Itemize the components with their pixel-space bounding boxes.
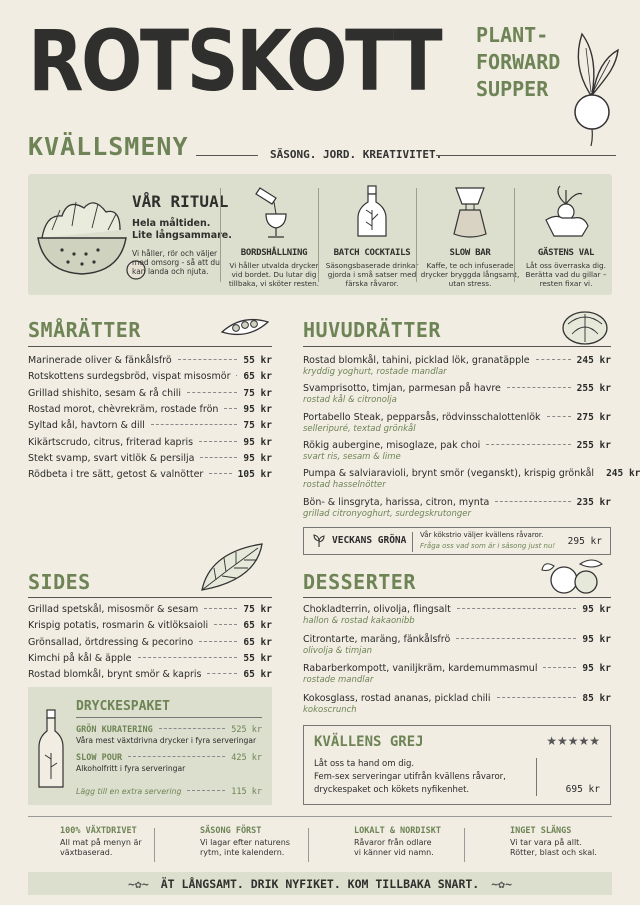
menu-item — [28, 669, 272, 680]
bottom-banner — [28, 872, 612, 895]
footer-feature — [28, 826, 168, 864]
drink-package — [76, 753, 262, 763]
menu-item-name: Rotskottens surdegsbröd, vispat misosmör — [28, 371, 231, 383]
menu-item — [303, 693, 611, 704]
menu-item — [28, 469, 272, 480]
footer-feature-text — [60, 826, 142, 858]
divider — [412, 532, 413, 552]
footer-feature-text — [510, 826, 597, 858]
footer-feature — [168, 826, 308, 864]
menu-item-name: Kimchi på kål & äpple — [28, 652, 132, 664]
ritual-col-slowbar — [420, 184, 520, 289]
menu-item — [303, 440, 611, 451]
grej-price: 695 kr — [565, 784, 600, 795]
citrus-icon — [540, 556, 612, 596]
ritual-col-text: Säsongsbaserade drinkar gjorda i små satser med färska råvaror. — [325, 261, 419, 289]
divider — [28, 816, 612, 817]
menu-item — [303, 383, 611, 394]
leader-dots — [159, 728, 226, 729]
section-title-desserter: DESSERTER — [303, 570, 416, 594]
footer-feature-text — [200, 826, 290, 858]
divider — [154, 828, 155, 862]
section-title-smaratter: SMÅRÄTTER — [28, 318, 141, 342]
menu-item-price: 65 kr — [243, 371, 272, 383]
divider — [28, 346, 272, 347]
ritual-col-title: BORDSHÅLLNING — [240, 248, 308, 258]
footer-feature-desc — [510, 838, 597, 858]
footer-feature-line: Vi tar vara på allt. — [510, 838, 582, 847]
menu-item-name: Rostad blomkål, brynt smör & kapris — [28, 669, 202, 681]
leader-dots — [187, 392, 237, 393]
menu-item — [28, 355, 272, 366]
footer-feature-title: 100% VÄXTDRIVET — [60, 826, 137, 836]
kale-leaf-icon — [196, 540, 272, 596]
menu-item — [28, 388, 272, 399]
footer-feature-title: LOKALT & NORDISKT — [354, 826, 441, 836]
menu-item-price: 85 kr — [582, 692, 611, 704]
drink-package-price: 525 kr — [231, 725, 262, 735]
divider — [220, 188, 221, 282]
menu-item — [303, 497, 611, 508]
menu-item-name: Krispig potatis, rosmarin & vitlöksaioli — [28, 620, 209, 632]
footer-feature-line: vi känner vid namn. — [354, 848, 434, 857]
kvallens-grej-box — [303, 725, 611, 805]
leader-dots — [138, 657, 238, 658]
menu-item-sub: olivolja & timjan — [303, 645, 373, 656]
menu-item-name: Rostad blomkål, tahini, picklad lök, granatäpple — [303, 355, 530, 366]
grej-line: dryckespaket och kökets nyfikenhet. — [314, 785, 470, 795]
section-title-huvudratter: HUVUDRÄTTER — [303, 318, 441, 342]
divider — [436, 155, 616, 156]
footer-feature-line: Vi lagar efter naturens — [200, 838, 290, 847]
menu-item-price: 255 kr — [576, 383, 611, 395]
ritual-col-batch — [322, 184, 422, 289]
menu-item — [28, 653, 272, 664]
star-rating-icon: ★★★★★ — [546, 734, 600, 748]
menu-item-sub: selleripuré, textad grönkål — [303, 423, 416, 434]
section-title-sides: SIDES — [28, 570, 91, 594]
menu-item-name: Portabello Steak, pepparsås, rödvinsschalottenlök — [303, 411, 541, 423]
menu-item-sub: kryddig yoghurt, rostade mandlar — [303, 367, 447, 377]
divider — [196, 155, 258, 156]
drink-extra-price: 115 kr — [231, 787, 262, 797]
menu-item-name: Rökig aubergine, misoglaze, pak choi — [303, 439, 481, 451]
menu-item — [303, 355, 611, 366]
divider — [464, 828, 465, 862]
menu-item-sub: rostad hasselnötter — [303, 480, 386, 491]
drink-package-desc: Våra mest växtdrivna drycker i fyra serveringar — [76, 736, 257, 745]
menu-item — [303, 634, 611, 645]
footer-feature-title: INGET SLÄNGS — [510, 826, 572, 836]
menu-item-price: 75 kr — [243, 604, 272, 615]
leader-dots — [209, 473, 231, 474]
menu-item — [303, 468, 640, 480]
sprig-icon: ~✿~ — [127, 876, 149, 891]
leader-dots — [200, 457, 237, 458]
menu-item — [303, 604, 611, 615]
sprig-icon: ~✿~ — [491, 876, 513, 891]
menu-item-price: 255 kr — [576, 439, 611, 451]
leader-dots — [151, 424, 238, 425]
pea-pod-icon — [218, 310, 272, 344]
menu-item — [28, 637, 272, 648]
menu-item-price: 275 kr — [576, 411, 611, 423]
grej-line: Fem-sex serveringar utifrån kvällens råvaror, — [314, 772, 506, 782]
menu-item — [28, 371, 272, 382]
menu-item-name: Marinerade oliver & fänkålsfrö — [28, 355, 172, 366]
coffee-maker-icon — [442, 184, 498, 240]
menu-item-price: 65 kr — [243, 636, 272, 648]
tagline — [476, 22, 560, 103]
grej-title: KVÄLLENS GREJ — [314, 734, 424, 750]
divider — [514, 188, 515, 282]
menu-item-price: 65 kr — [243, 669, 272, 681]
dryckespaket-title: DRYCKESPAKET — [76, 699, 170, 714]
ritual-col-gastens-val — [516, 184, 616, 289]
beet-icon — [560, 28, 624, 146]
drink-package-name: SLOW POUR — [76, 753, 123, 763]
tagline-line: PLANT- — [476, 23, 549, 47]
veckans-sub: Fråga oss vad som är i säsong just nu! — [420, 542, 556, 550]
divider — [76, 717, 262, 718]
tagline-line: FORWARD — [476, 50, 561, 74]
footer-feature-line: rytm, inte kalendern. — [200, 848, 285, 857]
menu-item-name: Chokladterrin, olivolja, flingsalt — [303, 604, 451, 615]
ritual-body: Vi håller, rör och väljer med omsorg - så att du kan landa och njuta. — [132, 249, 220, 276]
menu-item — [28, 453, 272, 464]
ritual-subtitle-line: Hela måltiden. — [132, 218, 211, 229]
menu-item-name: Grönsallad, örtdressing & pecorino — [28, 636, 194, 648]
menu-item-sub: grillad citronyoghurt, surdegskrutonger — [303, 508, 471, 519]
menu-item — [28, 404, 272, 415]
bottle-icon — [344, 184, 400, 240]
drink-package — [76, 725, 262, 735]
menu-item-price: 95 kr — [243, 436, 272, 448]
drink-package-price: 425 kr — [231, 753, 262, 763]
divider — [28, 597, 272, 598]
leader-dots — [457, 608, 577, 609]
menu-item-price: 245 kr — [576, 355, 611, 366]
leader-dots — [207, 673, 237, 674]
menu-item-price: 245 kr — [606, 468, 640, 480]
leader-dots — [214, 624, 237, 625]
menu-item — [28, 620, 272, 631]
leader-dots — [236, 375, 237, 376]
leader-dots — [199, 441, 237, 442]
footer-feature-title: SÄSONG FÖRST — [200, 826, 262, 836]
hand-radish-icon — [538, 184, 594, 240]
menu-item-sub: rostad kål & citronolja — [303, 395, 397, 406]
menu-item — [303, 663, 611, 674]
footer-feature-line: växtbaserad. — [60, 848, 113, 857]
leader-dots — [224, 408, 237, 409]
ritual-col-text: Kaffe, te och infuserade drycker bryggda långsamt, utan stress. — [420, 261, 520, 289]
menu-item-price: 55 kr — [243, 652, 272, 664]
menu-item-price: 95 kr — [582, 633, 611, 645]
footer-feature — [478, 826, 618, 864]
ritual-col-title: SLOW BAR — [449, 248, 491, 258]
menu-subtitle: KVÄLLSMENY — [28, 132, 189, 161]
leader-dots — [536, 359, 571, 360]
menu-item — [28, 604, 272, 615]
menu-item-price: 95 kr — [243, 403, 272, 415]
menu-item-price: 105 kr — [237, 469, 272, 481]
veckans-text: Vår kökstrio väljer kvällens råvaror. — [420, 531, 544, 539]
menu-item-name: Svamprisotto, timjan, parmesan på havre — [303, 383, 501, 395]
menu-item-price: 95 kr — [582, 663, 611, 674]
menu-item-price: 235 kr — [576, 496, 611, 508]
menu-item — [28, 420, 272, 431]
menu-item — [303, 412, 611, 423]
menu-item-name: Rödbeta i tre sätt, getost & valnötter — [28, 469, 204, 481]
menu-item-sub: kokoscrunch — [303, 704, 357, 715]
menu-item-price: 95 kr — [243, 452, 272, 464]
menu-item — [28, 437, 272, 448]
menu-item-price: 65 kr — [243, 620, 272, 632]
brand-title: ROTSKOTT — [28, 12, 441, 110]
menu-item-name: Kikärtscrudo, citrus, friterad kapris — [28, 436, 194, 448]
menu-item-price: 55 kr — [243, 355, 272, 366]
divider — [318, 188, 319, 282]
leader-dots — [178, 359, 238, 360]
divider — [308, 828, 309, 862]
leader-dots — [547, 416, 571, 417]
dryckespaket-box — [28, 687, 272, 805]
menu-item-name: Stekt svamp, svart vitlök & persilja — [28, 452, 195, 464]
leader-dots — [128, 756, 225, 757]
ritual-band — [28, 174, 612, 295]
ritual-subtitle — [132, 218, 232, 242]
footer-feature-desc — [354, 838, 441, 858]
grej-text — [314, 758, 506, 797]
menu-item-name: Syltad kål, havtorn & dill — [28, 420, 145, 432]
veckans-price: 295 kr — [567, 536, 602, 547]
ritual-col-title: GÄSTENS VAL — [537, 248, 595, 258]
menu-item-name: Kokosglass, rostad ananas, picklad chili — [303, 692, 491, 704]
menu-item-name: Citrontarte, maräng, fänkålsfrö — [303, 633, 451, 645]
menu-item-name: Pumpa & salviaravioli, brynt smör (veganskt), krispig grönkål — [303, 468, 595, 480]
menu-item-sub: rostade mandlar — [303, 675, 374, 685]
ritual-col-text: Låt oss överraska dig. Berätta vad du gillar – resten fixar vi. — [525, 261, 607, 289]
bottom-banner-text: ÄT LÅNGSAMT. DRIK NYFIKET. KOM TILLBAKA SNART. — [160, 876, 480, 891]
footer-feature-line: All mat på menyn är — [60, 838, 142, 847]
menu-item-name: Grillad shishito, sesam & rå chili — [28, 387, 182, 399]
divider — [536, 758, 537, 796]
menu-item-name: Rostad morot, chèvrekräm, rostade frön — [28, 403, 219, 415]
menu-item-name: Grillad spetskål, misosmör & sesam — [28, 604, 199, 615]
menu-item-price: 75 kr — [243, 420, 272, 432]
drink-extra — [76, 787, 262, 797]
menu-item-price: 75 kr — [243, 387, 272, 399]
menu-item-price: 95 kr — [582, 604, 611, 615]
footer-feature-text — [354, 826, 441, 858]
footer-feature-desc — [200, 838, 290, 858]
grej-line: Låt oss ta hand om dig. — [314, 759, 415, 769]
bottle-icon — [36, 709, 66, 789]
ritual-subtitle-line: Lite långsammare. — [132, 230, 232, 241]
leader-dots — [187, 790, 225, 791]
drink-package-desc: Alkoholfritt i fyra serveringar — [76, 764, 186, 773]
leader-dots — [486, 444, 570, 445]
ritual-col-bordshallning — [224, 184, 324, 289]
sprout-icon — [312, 534, 326, 548]
leader-dots — [543, 667, 576, 668]
leader-dots — [507, 387, 571, 388]
ritual-col-text: Vi håller utvalda drycker vid bordet. Du lutar dig tillbaka, vi sköter resten. — [228, 261, 320, 289]
divider — [416, 188, 417, 282]
divider — [303, 597, 611, 598]
leader-dots — [495, 501, 570, 502]
footer-feature — [322, 826, 462, 864]
menu-item-name: Rabarberkompott, vaniljkräm, kardemummasmul — [303, 663, 538, 674]
veckans-grona-box — [303, 527, 611, 555]
drink-extra-name: Lägg till en extra servering — [76, 787, 182, 796]
menu-item-sub: svart ris, sesam & lime — [303, 451, 401, 462]
ritual-col-title: BATCH COCKTAILS — [333, 248, 411, 258]
tagline-line: SUPPER — [476, 77, 549, 101]
menu-item-name: Bön- & linsgryta, harissa, citron, mynta — [303, 496, 490, 508]
motto: SÄSONG. JORD. KREATIVITET. — [270, 148, 443, 161]
leader-dots — [199, 641, 237, 642]
drink-package-name: GRÖN KURATERING — [76, 725, 153, 735]
footer-feature-line: Råvaror från odlare — [354, 838, 432, 847]
pouring-glass-icon — [246, 184, 302, 240]
menu-item-sub: hallon & rostad kakaonibb — [303, 616, 415, 626]
leader-dots — [456, 638, 576, 639]
footer-feature-desc — [60, 838, 142, 858]
divider — [303, 346, 611, 347]
ritual-title: VÅR RITUAL — [132, 192, 229, 211]
leader-dots — [204, 608, 237, 609]
veckans-title: VECKANS GRÖNA — [332, 535, 407, 546]
cabbage-icon — [560, 306, 610, 346]
footer-feature-line: Rötter, blast och skal. — [510, 848, 597, 857]
leader-dots — [497, 697, 577, 698]
